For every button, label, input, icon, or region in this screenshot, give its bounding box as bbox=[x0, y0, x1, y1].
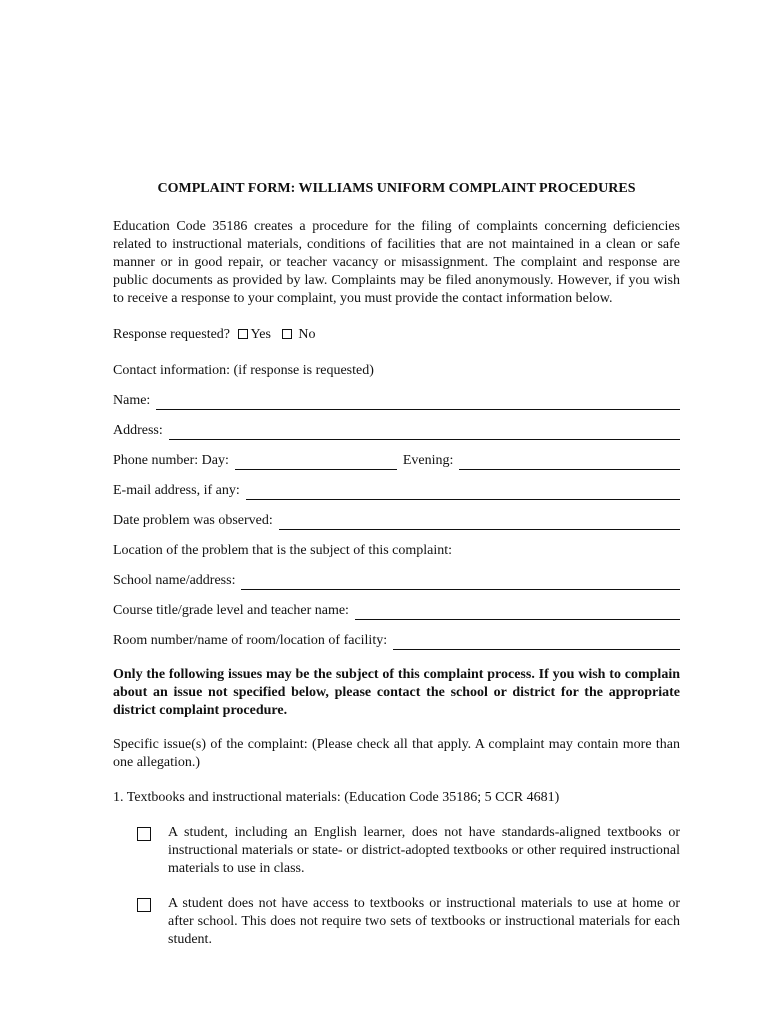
room-field[interactable] bbox=[393, 636, 680, 650]
email-label: E-mail address, if any: bbox=[113, 483, 240, 498]
form-title: COMPLAINT FORM: WILLIAMS UNIFORM COMPLAINT PROCEDURES bbox=[157, 181, 636, 196]
school-field[interactable] bbox=[241, 576, 680, 590]
section-1-heading: 1. Textbooks and instructional materials: (Education Code 35186; 5 CCR 4681) bbox=[113, 790, 560, 805]
contact-heading: Contact information: (if response is requested) bbox=[113, 363, 374, 378]
date-field[interactable] bbox=[279, 516, 680, 530]
option-row bbox=[113, 895, 680, 949]
option-2-checkbox[interactable] bbox=[137, 898, 151, 912]
name-label: Name: bbox=[113, 393, 151, 408]
name-field-row bbox=[113, 392, 680, 410]
yes-label: Yes bbox=[250, 327, 271, 342]
school-label: School name/address: bbox=[113, 573, 236, 588]
course-label: Course title/grade level and teacher name: bbox=[113, 603, 349, 618]
eligibility-note: Only the following issues may be the subject of this complaint process. If you wish to complain about an issue not specified below, please contact the school or district for the appropriate district complaint procedure. bbox=[113, 667, 680, 718]
option-1-text: A student, including an English learner, does not have standards-aligned textbooks or instructional materials or state- or district-adopted textbooks or other required instructional materials to use in class. bbox=[168, 825, 680, 876]
room-field-row bbox=[113, 632, 680, 650]
response-requested-row bbox=[113, 326, 680, 344]
phone-field-row bbox=[113, 452, 680, 470]
intro-paragraph: Education Code 35186 creates a procedure for the filing of complaints concerning deficiencies related to instructional materials, conditions of facilities that are not maintained in a clean or safe manner or in good repair, or teacher vacancy or misassignment. The complaint and response are public documents as provided by law. Complaints may be filed anonymously. However, if you wish to receive a response to your complaint, you must provide the contact information below. bbox=[113, 219, 680, 306]
yes-checkbox[interactable] bbox=[238, 329, 248, 339]
specific-issues-instructions: Specific issue(s) of the complaint: (Please check all that apply. A complaint may contain more than one allegation.) bbox=[113, 737, 680, 770]
complaint-form bbox=[113, 180, 680, 966]
room-label: Room number/name of room/location of facility: bbox=[113, 633, 388, 648]
phone-day-field[interactable] bbox=[235, 456, 397, 470]
address-field[interactable] bbox=[169, 426, 680, 440]
date-field-row bbox=[113, 512, 680, 530]
email-field-row bbox=[113, 482, 680, 500]
no-checkbox[interactable] bbox=[282, 329, 292, 339]
location-heading: Location of the problem that is the subject of this complaint: bbox=[113, 543, 453, 558]
school-field-row bbox=[113, 572, 680, 590]
name-field[interactable] bbox=[156, 396, 680, 410]
option-1-checkbox[interactable] bbox=[137, 827, 151, 841]
date-label: Date problem was observed: bbox=[113, 513, 273, 528]
phone-evening-label: Evening: bbox=[402, 453, 454, 468]
option-row bbox=[113, 824, 680, 878]
phone-evening-field[interactable] bbox=[459, 456, 680, 470]
response-label: Response requested? bbox=[113, 327, 231, 342]
address-field-row bbox=[113, 422, 680, 440]
no-label: No bbox=[298, 327, 316, 342]
phone-day-label: Phone number: Day: bbox=[113, 453, 229, 468]
email-field[interactable] bbox=[246, 486, 680, 500]
course-field[interactable] bbox=[355, 606, 680, 620]
option-2-text: A student does not have access to textbooks or instructional materials to use at home or after school. This does not require two sets of textbooks or instructional materials for each student. bbox=[168, 896, 680, 947]
address-label: Address: bbox=[113, 423, 163, 438]
course-field-row bbox=[113, 602, 680, 620]
